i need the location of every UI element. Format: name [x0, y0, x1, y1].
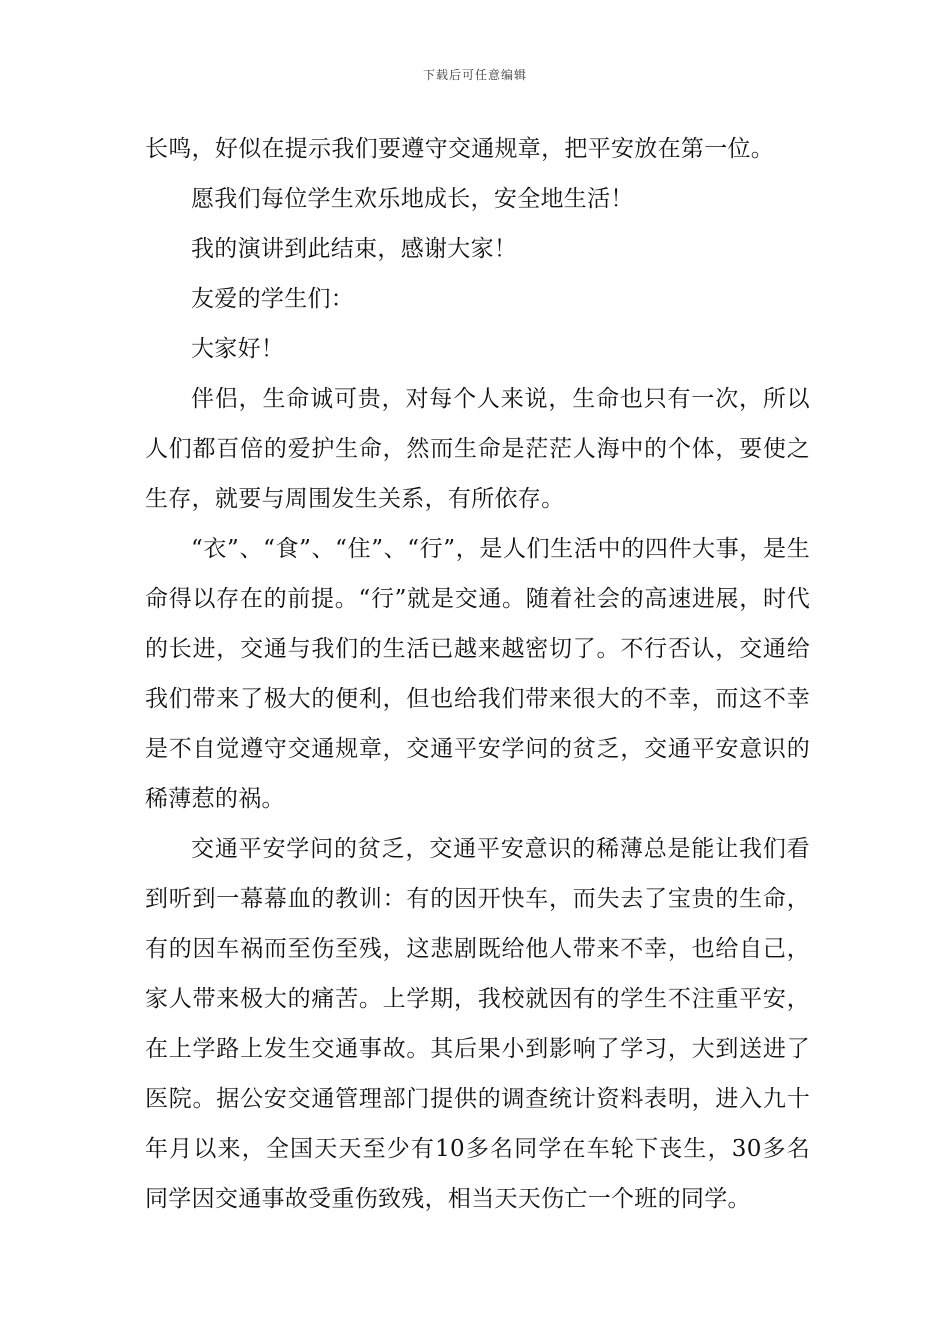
paragraph-2: 愿我们每位学生欢乐地成长，安全地生活！: [191, 186, 634, 212]
paragraph-7: “衣”、“食”、“住”、“行”，是人们生活中的四件大事，是生命得以存在的前提。“行”就是交通。随着社会的高速进展，时代的长进，交通与我们的生活已越来越密切了。不行否认，交通给我们带来了极大的便利，但也给我们带来很大的不幸，而这不幸是不自觉遵守交通规章，交通平安学问的贫乏，交通平安意识的稀薄惹的祸。: [145, 536, 810, 812]
paragraph-3: 我的演讲到此结束，感谢大家！: [191, 236, 518, 262]
paragraph-4: 友爱的学生们：: [191, 286, 355, 312]
body-text: [145, 124, 810, 1224]
paragraph-5: 大家好！: [191, 336, 285, 362]
paragraph-6: 伴侣，生命诚可贵，对每个人来说，生命也只有一次，所以人们都百倍的爱护生命，然而生命是茫茫人海中的个体，要使之生存，就要与周围发生关系，有所依存。: [145, 386, 810, 512]
paragraph-8: 交通平安学问的贫乏，交通平安意识的稀薄总是能让我们看到听到一幕幕血的教训：有的因开快车，而失去了宝贵的生命，有的因车祸而至伤至残，这悲剧既给他人带来不幸，也给自己，家人带来极大的痛苦。上学期，我校就因有的学生不注重平安，在上学路上发生交通事故。其后果小到影响了学习，大到送进了医院。据公安交通管理部门提供的调查统计资料表明，进入九十年月以来，全国天天至少有10多名同学在车轮下丧生，30多名同学因交通事故受重伤致残，相当天天伤亡一个班的同学。: [145, 836, 810, 1212]
paragraph-1: 长鸣，好似在提示我们要遵守交通规章，把平安放在第一位。: [145, 136, 775, 162]
header-note: 下载后可任意编辑: [422, 68, 527, 82]
